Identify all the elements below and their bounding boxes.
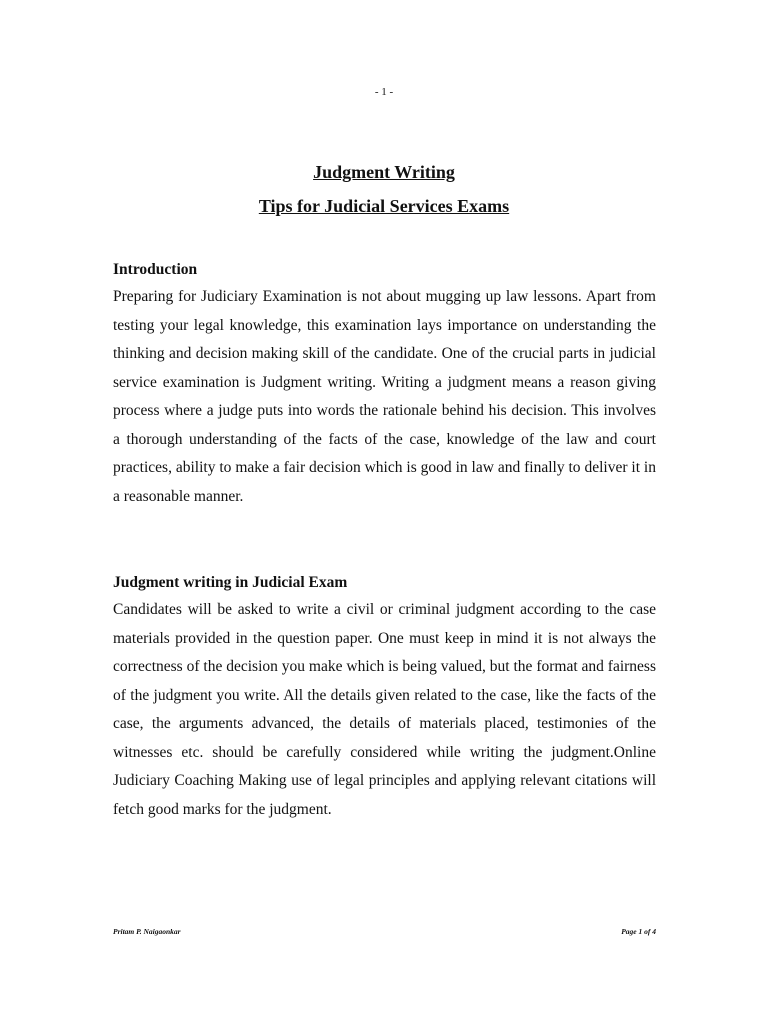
section-paragraph: Preparing for Judiciary Examination is not about mugging up law lessons. Apart from testing your legal knowledge, this examination lays importance on understanding the thinking and decision making skill of the candidate. One of the crucial parts in judicial service examination is Judgment writing. Writing a judgment means a reason giving process where a judge puts into words the rationale behind his decision. This involves a thorough understanding of the facts of the case, knowledge of the law and court practices, ability to make a fair decision which is good in law and finally to deliver it in a reasonable manner. (113, 288, 656, 505)
document-title: Judgment Writing (313, 162, 455, 182)
section-judgment-writing-in-exam (113, 570, 656, 824)
document-subtitle: Tips for Judicial Services Exams (258, 196, 510, 216)
section-heading: Introduction (113, 261, 198, 278)
page-number: - 1 - (374, 86, 394, 98)
section-paragraph: Candidates will be asked to write a civil or criminal judgment according to the case materials provided in the question paper. One must keep in mind it is not always the correctness of the decision you make which is being valued, but the format and fairness of the judgment you write. All the details given related to the case, like the facts of the case, the arguments advanced, the details of materials placed, testimonies of the witnesses etc. should be carefully considered while writing the judgment.Online Judiciary Coaching Making use of legal principles and applying relevant citations will fetch good marks for the judgment. (113, 601, 656, 818)
section-introduction (113, 257, 656, 511)
section-heading: Judgment writing in Judicial Exam (113, 574, 348, 591)
title-block (0, 158, 768, 220)
footer-page-label: Page 1 of 4 (621, 927, 656, 936)
footer-author: Pritam P. Naigaonkar (113, 927, 181, 936)
